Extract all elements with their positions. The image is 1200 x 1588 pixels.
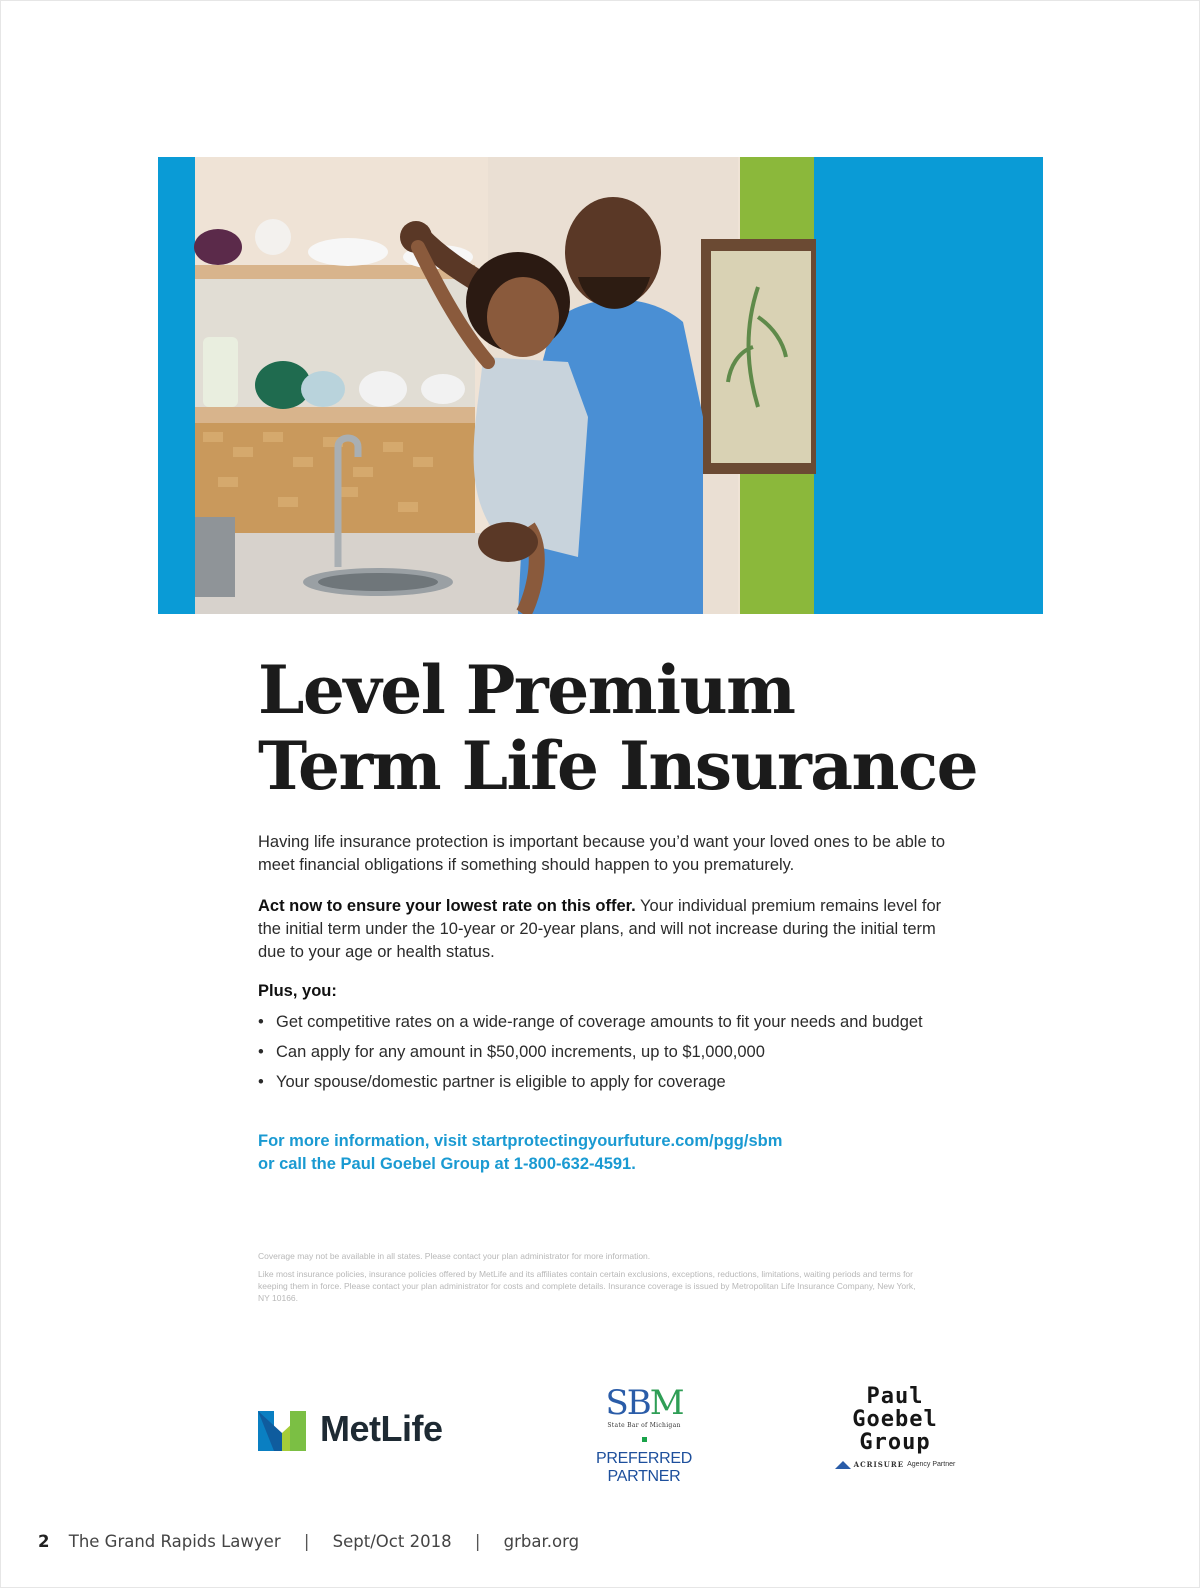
intro-paragraph: Having life insurance protection is important because you’d want your loved ones to be able to meet financial obligations if something should happen to you prematurely. bbox=[258, 833, 945, 874]
issue-date: Sept/Oct 2018 bbox=[332, 1532, 452, 1551]
headline-line-2: Term Life Insurance bbox=[258, 727, 978, 805]
list-item bbox=[258, 1071, 978, 1101]
hero-photo bbox=[158, 157, 1043, 614]
bullet-icon: • bbox=[258, 1043, 264, 1061]
sbm-letters bbox=[566, 1385, 722, 1421]
footer-separator: | bbox=[474, 1532, 481, 1551]
pgg-line-3: Group bbox=[859, 1430, 931, 1455]
sbm-letter-s: S bbox=[605, 1383, 627, 1423]
offer-text: Your individual premium remains level for the initial term under the 10-year or 20-year plans, and will not increase during the initial term due to your age or health status. bbox=[258, 897, 942, 961]
publication-name: The Grand Rapids Lawyer bbox=[68, 1532, 281, 1551]
bullet-icon: • bbox=[258, 1073, 264, 1091]
list-item bbox=[258, 1011, 978, 1041]
acrisure-wordmark: ACRISURE bbox=[853, 1460, 905, 1469]
benefit-list bbox=[258, 1011, 978, 1101]
fine-print-1: Coverage may not be available in all states. Please contact your plan administrator for more information. bbox=[258, 1251, 651, 1261]
metlife-logo bbox=[258, 1405, 443, 1453]
website-link[interactable]: grbar.org bbox=[503, 1532, 580, 1551]
headline bbox=[258, 652, 1058, 804]
sbm-subtitle: State Bar of Michigan bbox=[607, 1422, 681, 1429]
paul-goebel-group-logo bbox=[820, 1385, 970, 1469]
offer-bold-lead: Act now to ensure your lowest rate on this offer. bbox=[258, 897, 636, 915]
hero-illustration bbox=[158, 157, 1043, 614]
plus-heading: Plus, you: bbox=[258, 982, 337, 1000]
offer-paragraph bbox=[258, 895, 958, 964]
list-item-text: Can apply for any amount in $50,000 increments, up to $1,000,000 bbox=[276, 1043, 765, 1061]
sbm-dot-icon bbox=[642, 1437, 647, 1442]
headline-line-1: Level Premium bbox=[258, 651, 795, 729]
page-number: 2 bbox=[38, 1532, 50, 1551]
list-item bbox=[258, 1041, 978, 1071]
list-item-text: Your spouse/domestic partner is eligible to apply for coverage bbox=[276, 1073, 726, 1091]
sbm-letter-m: M bbox=[649, 1383, 683, 1423]
pgg-line-2: Goebel bbox=[852, 1407, 938, 1432]
fine-print-2: Like most insurance policies, insurance policies offered by MetLife and its affiliates contain certain exclusions, exceptions, reductions, limitations, waiting periods and terms for keeping them in force. Please contact your plan administrator for costs and complete details. Insurance coverage is issued by Metropolitan Life Insurance Company, New York, NY 10166. bbox=[258, 1269, 916, 1303]
metlife-wordmark: MetLife bbox=[320, 1408, 443, 1449]
sbm-preferred-partner: PREFERRED PARTNER bbox=[596, 1450, 692, 1485]
footer-separator: | bbox=[303, 1532, 310, 1551]
cta-line-1[interactable]: For more information, visit startprotectingyourfuture.com/pgg/sbm bbox=[258, 1132, 783, 1150]
sbm-logo bbox=[566, 1385, 722, 1486]
bullet-icon: • bbox=[258, 1013, 264, 1031]
acrisure-mountain-icon bbox=[835, 1461, 851, 1469]
sbm-letter-b: B bbox=[626, 1383, 650, 1423]
cta-line-2[interactable]: or call the Paul Goebel Group at 1-800-632-4591. bbox=[258, 1155, 636, 1173]
page-footer bbox=[38, 1532, 579, 1551]
acrisure-tagline: Agency Partner bbox=[907, 1461, 956, 1468]
metlife-m-icon bbox=[258, 1407, 306, 1451]
call-to-action[interactable] bbox=[258, 1130, 782, 1176]
pgg-line-1: Paul bbox=[866, 1384, 924, 1409]
acrisure-badge bbox=[820, 1460, 970, 1469]
list-item-text: Get competitive rates on a wide-range of coverage amounts to fit your needs and budget bbox=[276, 1013, 923, 1031]
